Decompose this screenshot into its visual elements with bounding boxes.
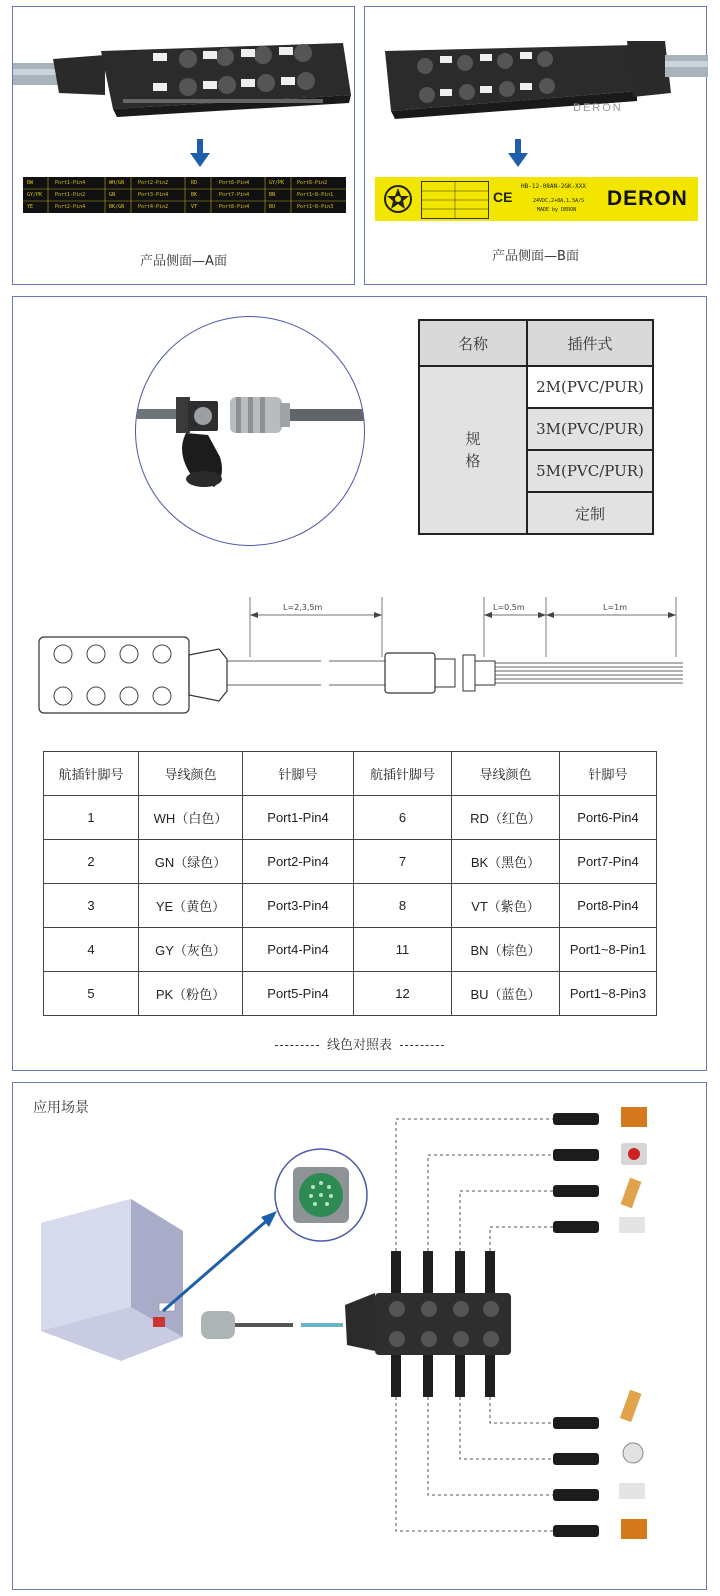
side-a-cell: GY/PK bbox=[269, 180, 285, 186]
spec-table bbox=[418, 319, 654, 535]
side-a-cell: BK bbox=[191, 192, 198, 198]
pin-header: 导线颜色 bbox=[139, 752, 243, 796]
side-b-caption: 产品侧面—B面 bbox=[492, 249, 579, 264]
junction-box-photo-b bbox=[365, 11, 708, 131]
side-b-label-strip bbox=[375, 177, 698, 221]
pin-cell: VT（紫色） bbox=[452, 884, 560, 928]
pin-header: 航插针脚号 bbox=[44, 752, 139, 796]
pin-cell: Port7-Pin4 bbox=[560, 840, 657, 884]
side-a-cell: VT bbox=[191, 204, 198, 210]
side-a-cell: Port6-Pin2 bbox=[297, 180, 328, 186]
connector-closeup bbox=[135, 316, 365, 546]
pin-cell: Port6-Pin4 bbox=[560, 796, 657, 840]
pin-cell: Port5-Pin4 bbox=[243, 972, 354, 1016]
table-row bbox=[44, 928, 657, 972]
pin-header: 针脚号 bbox=[243, 752, 354, 796]
pin-cell: Port3-Pin4 bbox=[243, 884, 354, 928]
pin-cell: WH（白色） bbox=[139, 796, 243, 840]
pin-cell: 12 bbox=[354, 972, 452, 1016]
dimension-l2: L=0.5m bbox=[493, 603, 525, 612]
pin-table-caption: 线色对照表 bbox=[326, 1038, 392, 1053]
side-a-cell: Port1-Pin4 bbox=[55, 180, 86, 186]
pin-header: 针脚号 bbox=[560, 752, 657, 796]
side-a-cell: Port7-Pin4 bbox=[219, 192, 250, 198]
spec-option: 3M(PVC/PUR) bbox=[527, 408, 653, 450]
model-number: HB-12-08AN-2GK-XXX bbox=[521, 183, 587, 190]
side-b-panel bbox=[364, 6, 707, 285]
spec-header-type: 插件式 bbox=[527, 320, 653, 366]
side-a-cell: RD bbox=[191, 180, 198, 186]
brand-emblem-icon bbox=[383, 184, 413, 214]
dimension-drawing bbox=[23, 597, 703, 717]
pin-cell: GN（绿色） bbox=[139, 840, 243, 884]
ce-mark: CE bbox=[493, 189, 513, 205]
pin-header: 航插针脚号 bbox=[354, 752, 452, 796]
pin-cell: 7 bbox=[354, 840, 452, 884]
pin-cell: Port1~8-Pin1 bbox=[560, 928, 657, 972]
side-a-cell: GN bbox=[109, 192, 116, 198]
side-a-cell: Port3-Pin4 bbox=[138, 192, 169, 198]
brand-logo-text: DERON bbox=[607, 187, 688, 210]
dimension-l1: L=2,3,5m bbox=[283, 603, 323, 612]
spec-row-label-1: 规 bbox=[465, 430, 481, 448]
pin-cell: PK（粉色） bbox=[139, 972, 243, 1016]
pin-cell: BU（蓝色） bbox=[452, 972, 560, 1016]
pin-cell: RD（红色） bbox=[452, 796, 560, 840]
spec-option: 定制 bbox=[527, 492, 653, 534]
side-a-cell: Port6-Pin4 bbox=[219, 180, 250, 186]
body-brand-text: DERON bbox=[573, 102, 623, 114]
pin-cell: 3 bbox=[44, 884, 139, 928]
side-a-cell: GY/PK bbox=[27, 192, 43, 198]
pin-cell: 1 bbox=[44, 796, 139, 840]
pin-cell: 2 bbox=[44, 840, 139, 884]
dimension-l3: L=1m bbox=[603, 603, 628, 612]
spec-row-label bbox=[419, 366, 527, 534]
junction-box-photo-a bbox=[13, 11, 356, 126]
spec-option: 2M(PVC/PUR) bbox=[527, 366, 653, 408]
pin-cell: 6 bbox=[354, 796, 452, 840]
side-a-caption: 产品侧面—A面 bbox=[140, 254, 227, 269]
side-a-cell: YE bbox=[27, 204, 34, 210]
pin-cell: 11 bbox=[354, 928, 452, 972]
side-a-cell: Port4-Pin2 bbox=[138, 204, 169, 210]
pin-cell: Port8-Pin4 bbox=[560, 884, 657, 928]
made-by-text: MADE by DERON bbox=[537, 207, 577, 213]
pin-cell: BK（黑色） bbox=[452, 840, 560, 884]
spec-header-name: 名称 bbox=[419, 320, 527, 366]
side-a-cell: Port2-Pin2 bbox=[138, 180, 169, 186]
side-a-cell: Port1~8-Pin3 bbox=[297, 204, 334, 210]
side-a-cell: Port8-Pin4 bbox=[219, 204, 250, 210]
pin-cell: Port4-Pin4 bbox=[243, 928, 354, 972]
table-row bbox=[44, 840, 657, 884]
side-a-cell: Port2-Pin4 bbox=[55, 204, 86, 210]
spec-row-label-2: 格 bbox=[465, 452, 481, 470]
pin-cell: 8 bbox=[354, 884, 452, 928]
pin-cell: GY（灰色） bbox=[139, 928, 243, 972]
pin-cell: Port1-Pin4 bbox=[243, 796, 354, 840]
application-diagram bbox=[13, 1083, 708, 1591]
side-a-label-strip bbox=[23, 177, 346, 213]
application-title: 应用场景 bbox=[33, 1100, 89, 1116]
table-row bbox=[44, 796, 657, 840]
side-a-cell: BK/GN bbox=[109, 204, 125, 210]
side-a-cell: Port1~8-Pin1 bbox=[297, 192, 334, 198]
table-row bbox=[44, 972, 657, 1016]
pin-cell: Port1~8-Pin3 bbox=[560, 972, 657, 1016]
rating-text: 24VDC,2+8A,1.5A/S bbox=[533, 198, 585, 204]
side-a-cell: BU bbox=[269, 204, 276, 210]
side-a-cell: WH/GN bbox=[109, 180, 125, 186]
pin-cell: 4 bbox=[44, 928, 139, 972]
spec-option: 5M(PVC/PUR) bbox=[527, 450, 653, 492]
side-a-panel bbox=[12, 6, 355, 285]
side-a-cell: BW bbox=[27, 180, 34, 186]
side-a-cell: Port1-Pin2 bbox=[55, 192, 86, 198]
pin-table bbox=[43, 751, 657, 1016]
side-a-cell: BN bbox=[269, 192, 276, 198]
pin-cell: 5 bbox=[44, 972, 139, 1016]
table-row bbox=[44, 884, 657, 928]
pin-table-caption-wrap bbox=[13, 1034, 706, 1053]
pin-header: 导线颜色 bbox=[452, 752, 560, 796]
pin-cell: Port2-Pin4 bbox=[243, 840, 354, 884]
pin-cell: BN（棕色） bbox=[452, 928, 560, 972]
application-panel bbox=[12, 1082, 707, 1590]
pin-cell: YE（黄色） bbox=[139, 884, 243, 928]
spec-panel bbox=[12, 296, 707, 1071]
